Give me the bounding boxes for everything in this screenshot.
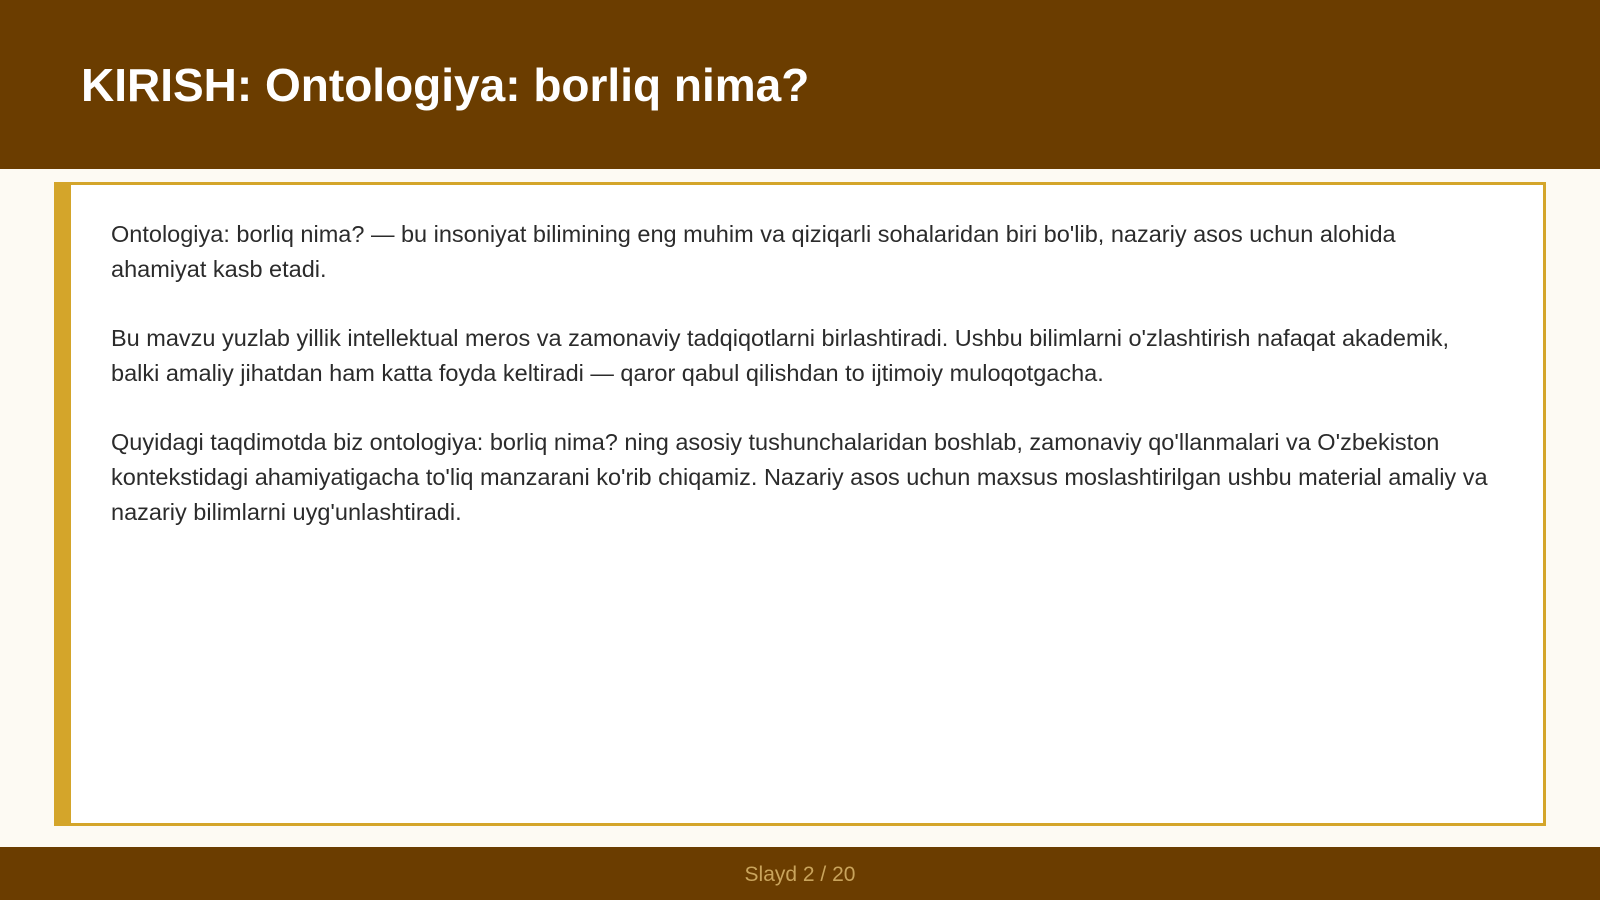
paragraph-overview: Quyidagi taqdimotda biz ontologiya: borliq nima? ning asosiy tushunchalaridan boshlab, zamonaviy qo'llanmalari va O'zbekiston kontekstidagi ahamiyatigacha to'liq manzarani ko'rib chiqamiz. Nazariy asos uchun maxsus moslashtirilgan ushbu material amaliy va nazariy bilimlarni uyg'unlashtiradi. <box>111 429 1488 525</box>
content-box <box>54 182 1546 826</box>
slide-title: KIRISH: Ontologiya: borliq nima? <box>81 59 810 111</box>
content-text <box>111 217 1496 564</box>
slide-footer <box>0 847 1600 900</box>
slide-header <box>0 0 1600 169</box>
paragraph-intro: Ontologiya: borliq nima? — bu insoniyat bilimining eng muhim va qiziqarli sohalaridan biri bo'lib, nazariy asos uchun alohida ahamiyat kasb etadi. <box>111 221 1396 282</box>
slide-number: Slayd 2 / 20 <box>744 863 856 886</box>
paragraph-heritage: Bu mavzu yuzlab yillik intellektual meros va zamonaviy tadqiqotlarni birlashtiradi. Ushbu bilimlarni o'zlashtirish nafaqat akademik, balki amaliy jihatdan ham katta foyda keltiradi — qaror qabul qilishdan to ijtimoiy muloqotgacha. <box>111 325 1450 386</box>
